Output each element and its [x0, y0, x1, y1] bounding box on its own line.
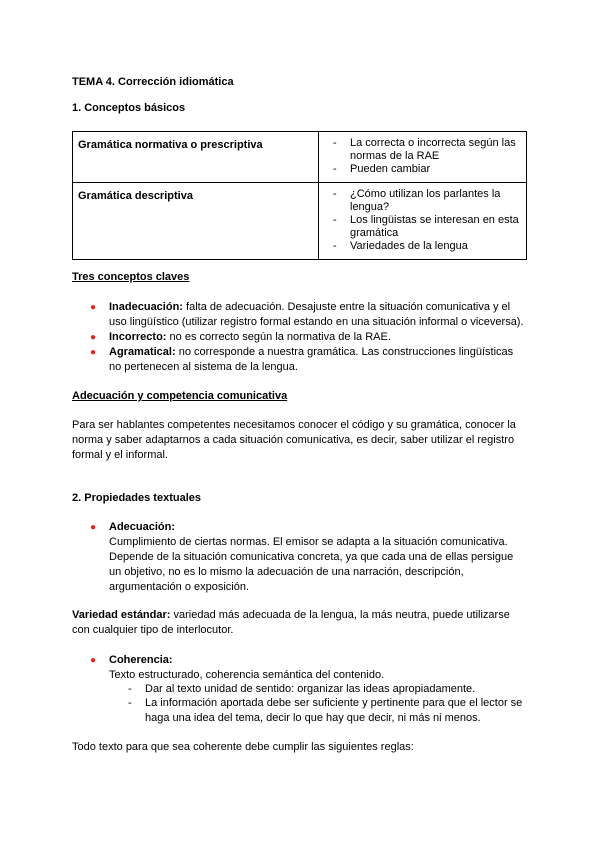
adecuacion-term: Adecuación: — [109, 521, 176, 533]
list-item: La información aportada debe ser suficiente y pertinente para que el lector se — [145, 697, 523, 709]
paragraph-line: con cualquier tipo de interlocutor. — [72, 624, 234, 636]
list-item: - ¿Cómo utilizan los parlantes la lengua? — [333, 188, 501, 213]
document-title: TEMA 4. Corrección idiomática — [72, 76, 234, 88]
paragraph-line: Texto estructurado, coherencia semántica del contenido. — [109, 669, 385, 681]
final-paragraph: Todo texto para que sea coherente debe cumplir las siguientes reglas: — [72, 741, 414, 753]
paragraph-line: un objetivo, no es lo mismo la adecuación de una narración, descripción, — [109, 566, 464, 578]
list-item-continuation: uso lingüístico (utilizar registro formal estando en una situación informal o viceversa). — [109, 316, 524, 328]
list-item: - Variedades de la lengua — [333, 240, 468, 252]
table-row — [73, 183, 527, 260]
paragraph-line: Para ser hablantes competentes necesitamos conocer el código y su gramática, conocer la — [72, 419, 516, 431]
list-item: - Pueden cambiar — [333, 163, 431, 175]
table-term: Gramática descriptiva — [73, 183, 319, 260]
list-item: - La correcta o incorrecta según las normas de la RAE — [333, 137, 516, 162]
concepts-table — [72, 131, 527, 260]
bullet-icon: ● — [90, 655, 97, 666]
list-item: Incorrecto: no es correcto según la normativa de la RAE. — [109, 331, 391, 343]
paragraph-line: Cumplimiento de ciertas normas. El emisor se adapta a la situación comunicativa. — [109, 536, 508, 548]
table-items — [319, 132, 527, 183]
section-1-heading: 1. Conceptos básicos — [72, 102, 186, 114]
list-item: Dar al texto unidad de sentido: organizar las ideas apropiadamente. — [145, 683, 476, 695]
bullet-icon: ● — [90, 347, 97, 358]
list-item: Inadecuación: falta de adecuación. Desajuste entre la situación comunicativa y el — [109, 301, 511, 313]
variedad-paragraph: Variedad estándar: variedad más adecuada de la lengua, la más neutra, puede utilizarse — [72, 609, 510, 621]
table-items — [319, 183, 527, 260]
paragraph-line: norma y saber adaptarnos a cada situación comunicativa, es decir, saber utilizar el registro — [72, 434, 515, 446]
coherencia-term: Coherencia: — [109, 654, 173, 666]
table-row — [73, 132, 527, 183]
section-2-heading: 2. Propiedades textuales — [72, 492, 201, 504]
adecuacion-competencia-heading: Adecuación y competencia comunicativa — [72, 390, 288, 402]
dash-marker: - — [128, 683, 132, 695]
paragraph-line: formal y el informal. — [72, 449, 168, 461]
paragraph-line: Depende de la situación comunicativa concreta, ya que cada una de ellas persigue — [109, 551, 514, 563]
bullet-icon: ● — [90, 332, 97, 343]
bullet-icon: ● — [90, 522, 97, 533]
table-term: Gramática normativa o prescriptiva — [73, 132, 319, 183]
list-item-continuation: haga una idea del tema, decir lo que hay que decir, ni más ni menos. — [145, 712, 481, 724]
paragraph-line: argumentación o exposición. — [109, 581, 250, 593]
tres-conceptos-heading: Tres conceptos claves — [72, 271, 190, 283]
list-item-continuation: no pertenecen al sistema de la lengua. — [109, 361, 298, 373]
dash-marker: - — [128, 697, 132, 709]
list-item: - Los lingüistas se interesan en esta gramática — [333, 214, 519, 239]
bullet-icon: ● — [90, 302, 97, 313]
list-item: Agramatical: no corresponde a nuestra gramática. Las construcciones lingüísticas — [109, 346, 514, 358]
